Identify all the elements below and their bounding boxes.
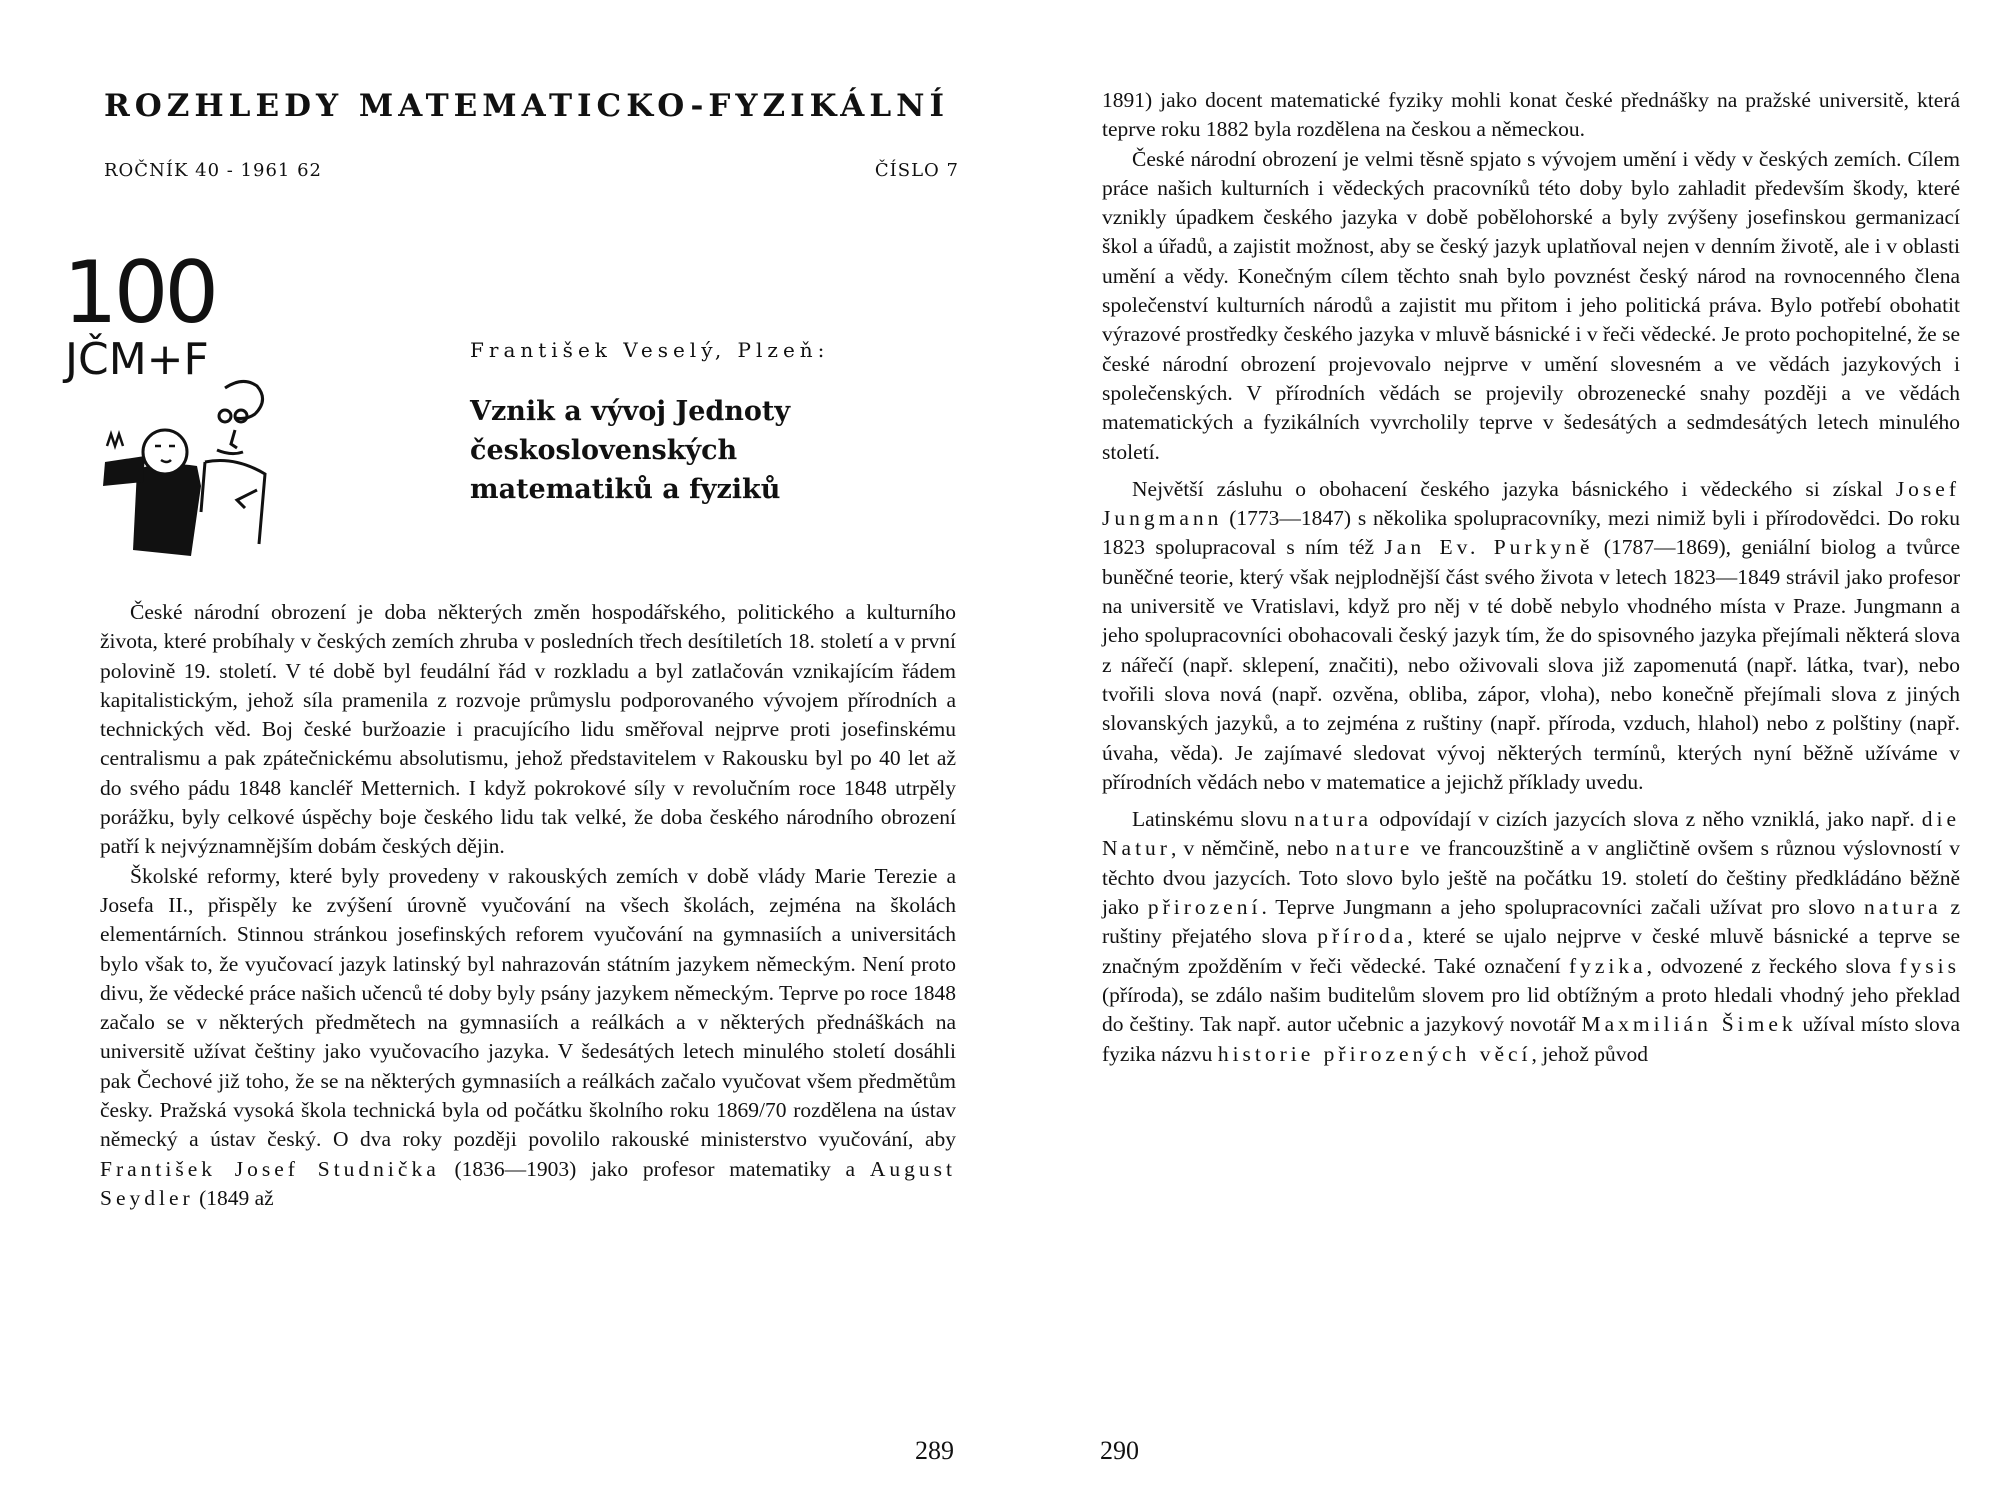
two-figures-logo-icon: [75, 350, 315, 570]
text-run: (1836—1903) jako profesor matematiky a: [439, 1156, 870, 1181]
spaced-term: Jan Ev. Purkyně: [1384, 535, 1594, 560]
spaced-term: příroda: [1317, 924, 1408, 949]
text-run: Největší zásluhu o obohacení českého jazyka básnického i vědeckého si získal: [1132, 476, 1896, 501]
article-title-line: československých: [470, 435, 738, 466]
text-run: Latinskému slovu: [1132, 807, 1295, 832]
text-run: (1773—1847) s několika spolupracovníky, mezi nimiž byli i přírodovědci. Do roku 1823 spolupracoval s ním též: [1102, 506, 1960, 560]
left-body-text: [100, 598, 956, 1213]
spaced-term: August Seydler: [100, 1156, 956, 1210]
page-number: 289: [915, 1436, 954, 1465]
text-run: . Teprve Jungmann a jeho spolupracovníci začali užívat pro slovo: [1261, 895, 1864, 920]
text-run: 1891) jako docent matematické fyziky mohli konat české přednášky na pražské universitě, která teprve roku 1882 byla rozdělena na českou a německou.: [1102, 88, 1960, 142]
logo-number: 100: [63, 243, 216, 343]
paragraph: [1102, 805, 1960, 1069]
spaced-term: nature: [1335, 836, 1414, 861]
page-number: 290: [1100, 1436, 1139, 1465]
spaced-term: Maxmilián Šimek: [1581, 1012, 1797, 1037]
spaced-term: fysis: [1899, 953, 1960, 978]
spaced-term: die Natur: [1102, 807, 1960, 861]
spaced-term: natura: [1863, 895, 1942, 920]
article-title: [470, 392, 890, 509]
text-run: , odvozené z řeckého slova: [1646, 953, 1900, 978]
spaced-term: historie přirozených věcí: [1217, 1041, 1532, 1066]
journal-title: ROZHLEDY MATEMATICKO-FYZIKÁLNÍ: [104, 88, 949, 124]
text-run: (1787—1869), geniální biolog a tvůrce buněčné teorie, který však nejplodnější část svého života v letech 1823—1849 strávil jako profesor na universitě ve Vratislavi, když pro něj v té době nebylo vhodného místa v Praze. Jungmann a jeho spolupracovníci obohacovali český jazyk tím, že do spisovného jazyka přejímali některá slova z nářečí (např. sklepení, značiti), nebo oživovali slova již zapomenutá (např. látka, tvar), nebo tvořili slova nová (např. ozvěna, obliba, zápor, vloha), nebo konečně přejímali slova z jiných slovanských jazyků, a to zejména z ruštiny (např. příroda, vzduch, hlahol) nebo z polštiny (např. úvaha, věda). Je zajímavé sledovat vývoj některých termínů, kterých nyní běžně užíváme v přírodních vědách nebo v matematice a jejichž příklady uvedu.: [1102, 535, 1960, 794]
paragraph: [100, 862, 956, 1214]
paragraph: [1102, 145, 1960, 467]
paragraph: [1102, 475, 1960, 797]
article-title-line: matematiků a fyziků: [470, 474, 781, 505]
jcmf-100-logo: [55, 243, 315, 570]
spaced-term: Josef Jungmann: [1102, 476, 1960, 531]
spaced-term: přirození: [1147, 895, 1262, 920]
text-run: (1849 až: [193, 1185, 274, 1210]
right-page: [1004, 0, 2008, 1501]
text-run: , v němčině, nebo: [1170, 836, 1336, 861]
paragraph: [100, 598, 956, 862]
text-run: České národní obrození je doba některých změn hospodářského, politického a kulturního života, které probíhaly v českých zemích zhruba v posledních třech desítiletích 18. století a v první polovině 19. století. V té době byl feudální řád v rozkladu a byl zatlačován vznikajícím řádem kapitalistickým, jehož síla pramenila z rozvoje průmyslu podporovaného vývojem přírodních a technických věd. Boj české buržoazie i pracujícího lidu směřoval nejprve proti josefinskému centralismu a pak zpátečnickému absolutismu, jehož představitelem v Rakousku byl po 40 let až do svého pádu 1848 kancléř Metternich. I když pokrokové síly v revolučním roce 1848 utrpěly porážku, byly celkové úspěchy boje českého lidu tak velké, že doba českého národního obrození patří k nejvýznamnějším dobám českých dějin.: [100, 600, 956, 859]
paragraph: [1102, 86, 1960, 145]
text-run: , které se ujalo nejprve v české mluvě básnické a teprve se značným zpožděním v řeči vědecké. Také označení: [1102, 924, 1961, 978]
text-run: Školské reformy, které byly provedeny v rakouských zemích v době vlády Marie Terezie a Josefa II., přispěly ke zvýšení úrovně vyučování na všech školách, zejména na školách elementárních. Stinnou stránkou josefinských reforem vyučování na gymnasiích a universitách bylo však to, že vyučovací jazyk latinský byl nahrazován státním jazykem německým. Není proto divu, že vědecké práce našich učenců té doby byly psány jazykem německým. Teprve po roce 1848 začalo se v některých předmětech na gymnasiích a reálkách a v některých přednáškách na universitě užívat češtiny jako vyučovacího jazyka. V šedesátých letech minulého století dosáhli pak Čechové již toho, že se na některých gymnasiích a reálkách začalo vyučovat všem předmětům česky. Pražská vysoká škola technická byla od počátku školního roku 1869/70 rozdělena na ústav německý a ústav český. O dva roky později povolilo rakouské ministerstvo vyučování, aby: [100, 863, 956, 1152]
article-title-line: Vznik a vývoj Jednoty: [470, 396, 791, 427]
spaced-term: František Josef Studnička: [100, 1156, 440, 1181]
text-run: odpovídají v cizích jazycích slova z něho vzniklá, jako např.: [1372, 807, 1922, 832]
text-run: ve francouzštině a v angličtině ovšem s různou výslovností v těchto dvou jazycích. Toto slovo bylo ještě na počátku 19. století do češtiny předkládáno běžně jako: [1102, 836, 1960, 920]
author-name: František Veselý, Plzeň:: [470, 338, 830, 362]
text-run: České národní obrození je velmi těsně spjato s vývojem umění i vědy v českých zemích. Cílem práce našich kulturních i vědeckých pracovníků této doby bylo zahladit především škody, které vznikly úpadkem českého jazyka v době pobělohorské a byly zvýšeny josefinskou germanizací škol a úřadů, a zajistit možnost, aby se český jazyk uplatňoval nejen v denním životě, ale i v oblasti umění a vědy. Konečným cílem těchto snah bylo povznést český národ na rovnocenného člena společenství kulturních národů a zajistit mu přitom i jeho politická práva. Bylo potřebí obohatit výrazové prostředky českého jazyka v mluvě básnické i v řeči vědecké. Je proto pochopitelné, že se české národní obrození projevovalo nejprve v umění slovesném a ve vědách jazykových i společenských. V přírodních vědách se projevily obrozenecké snahy později a ve vědách matematických a fyzikálních vyvrcholily teprve v šedesátých a sedmdesátých letech minulého století.: [1102, 146, 1960, 464]
right-body-text: [1102, 86, 1960, 1069]
text-run: z ruštiny přejatého slova: [1102, 895, 1960, 949]
text-run: (příroda), se zdálo našim buditelům slovem pro lid obtížným a proto hledali vhodný jeho překlad do češtiny. Tak např. autor učebnic a jazykový novotář: [1102, 982, 1960, 1037]
issue-label: ČÍSLO 7: [874, 160, 959, 181]
text-run: užíval místo slova fyzika názvu: [1102, 1012, 1961, 1066]
volume-label: ROČNÍK 40 - 1961 62: [104, 160, 322, 181]
logo-letters: JČM+F: [65, 334, 209, 385]
spaced-term: fyzika: [1568, 953, 1647, 978]
text-run: , jehož původ: [1531, 1041, 1648, 1066]
spaced-term: natura: [1294, 807, 1373, 832]
